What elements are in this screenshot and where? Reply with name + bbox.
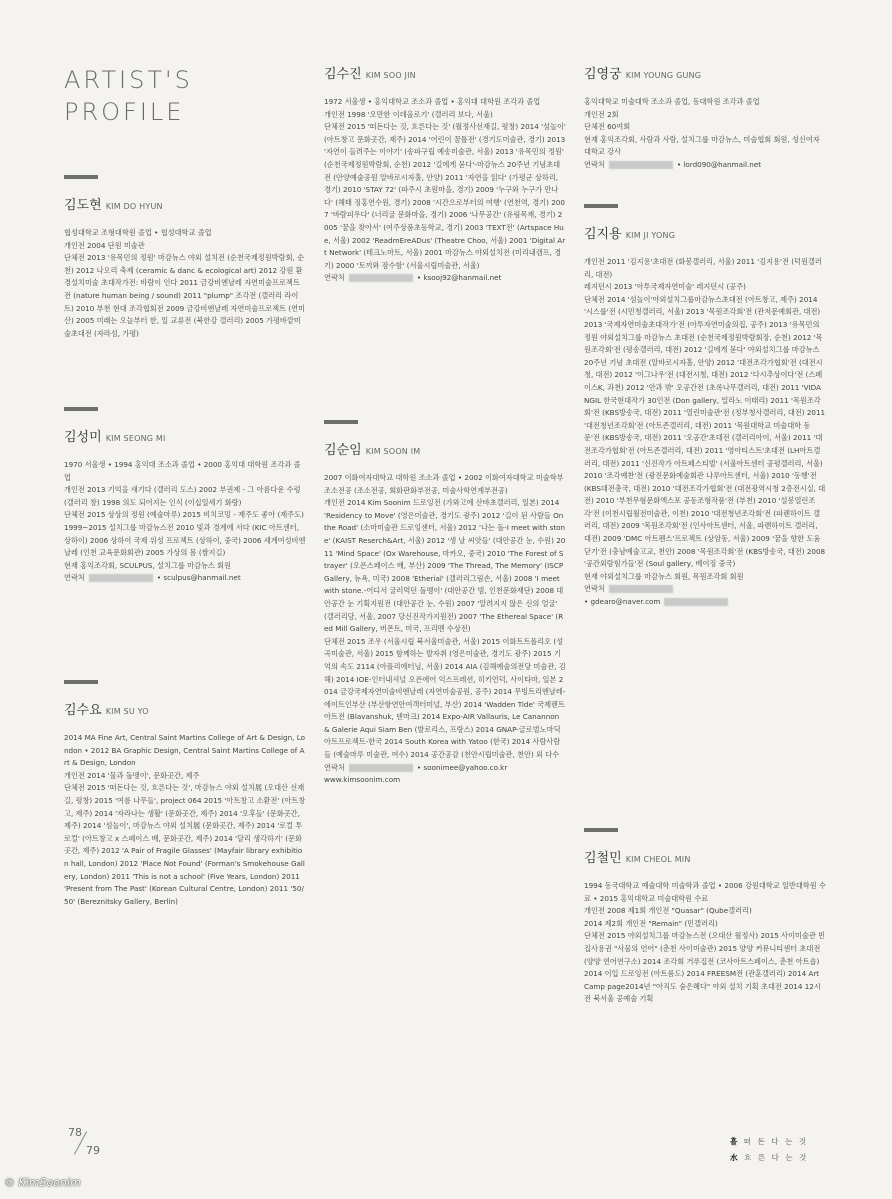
artist-name-korean: 김순임 bbox=[324, 443, 362, 458]
artist-bio: 1972 서울생 • 홍익대학교 조소과 졸업 • 홍익대 대학원 조각과 졸업 개인전 1998 '오만한 이데올로기' (갤러리 보다, 서울) 단체전 2015 '떠돈다는 것, 흐른다는 것' (월정사선재길, 평창) 2014 '섬놀이' (아트창고 문화곳간, 제주) 2014 '어린이 꿈틀전' (경기도미술관, 경기) 2013 '자연이 들려주는 이야기' (송파구립 예송미술관, 서울) 2013 '유목민의 정원' (순천국제정원박람회, 순천) 2012 '길에게 묻다'-마감뉴스 20주년 기념초대전 (안양예술공원 알바로시자홀, 안양) 2011 '자연을 읽다' (가평군 상하리, 경기) 2010 'STAY 72' (파주시 초원마을, 경기) 2009 '누구와 누구가 만나다' (해태 징홍연수원, 경기) 2008 '시간으로부터의 여행' (연천역, 경기) 2007 '바람피우다' (너리굴 문화마을, 경기) 2006 '나무공간' (유림목재, 경기) 2005 '꿈을 찾아서' (여주상품초등학교, 경기) 2003 'TEXT전' (Artspace Hue, 서울) 2002 'ReadmEreADus' (Theatre Choo, 서울) 2001 'Digital Art Network' (테크노마트, 서울) 2001 마감뉴스 야외설치전 (미리내캠프, 경기) 2000 '토끼와 잠수함' (서울시립미술관, 서울) bbox=[324, 97, 566, 270]
artist-name-english: KIM DO HYUN bbox=[105, 202, 163, 211]
artist-contact: 연락처 • soonimee@yahoo.co.kr bbox=[324, 762, 508, 772]
section-rule bbox=[584, 828, 618, 832]
artist-profile-kim-do-hyun bbox=[64, 175, 306, 340]
artist-profile-kim-cheol-min bbox=[584, 828, 826, 1006]
artist-profile-kim-soon-im bbox=[324, 420, 566, 787]
artist-profile-kim-soo-jin bbox=[324, 66, 566, 285]
artist-email[interactable]: soonimee@yahoo.co.kr bbox=[423, 762, 508, 772]
artist-contact: 연락처 • ksooj92@hanmail.net bbox=[324, 273, 502, 283]
artist-bio: 개인전 2011 '김지용'초대전 (화봉갤러리, 서울) 2011 '김지용'전 (덕원갤러리, 대전) 레지던시 2013 '아투국제자연미술' 레지던시 (공주) 단체전 2014 '섬놀이'야외설치그룹마감뉴스초대전 (아트창고, 제주) 2014 '시스룹'전 (시민청갤러리, 서울) 2013 '목원조각회'전 (관저문예회관, 대전) 2013 '국제자연미술초대작가'전 (아투자연미술의집, 공주) 2013 '유목민의 정원 야외설치그룹 마감뉴스 초대전 (순천국제정원박람회장, 순천) 2012 '목원조각회'전 (평송갤러리, 대전) 2012 '길에게 묻다' 야외설치그룹 마감뉴스 20주년 기념 초대전 (알바로시자홀, 안양) 2012 '대전조각가협회'전 (대전시청, 대전) 2012 '이그나우'전 (대전시청, 대전) 2012 '다시추상이다'전 (스페이스K, 과천) 2012 '안과 밖' 오공간전 (초록나무갤러리, 대전) 2011 'VIDANGIL 한국현대작가 30인전 (Don gallery, 밀라노 이태리) 2011 '목원조각회'전 (KBS방송국, 대전) 2011 '열린미술관'전 (정부청사갤러리, 대전) 2011 '대전청년조각회'전 (아트존갤러리, 대전) 2011 '목원대학교 미술대학 동문'전 (KBS방송국, 대전) 2011 '오공간'초대전 (갤러리아이, 서울) 2011 '대전조각가협회'전 (아트존갤러리, 대전) 2011 '영아티스트'초대전 (LH아트갤러리, 대전) 2011 '신진작가 아트페스티벌' (서울아트센터 공평갤러리, 서울) 2010 '조각예찬'전 (광진문화예술회관 나루아트센터, 서울) 2010 '동행'전 (KBS대전총국, 대전) 2010 '대전조각가협회'전 (대전광역시청 2층전시실, 대전) 2010 '부천무형문화엑스포 공동조형작품'전 (부천) 2010 '설봉열린조각'전 (이천시립월전미술관, 이천) 2010 '대전청년조각회'전 (파렌하이트 갤러리, 대전) 2009 '목원조각회'전 (인사아트센터, 서울, 파렌하이트 갤러리, 대전) 2009 'DMC 아트펜스'프로젝트 (상암동, 서울) 2009 '꿈을 향한 도움닫기'전 (충남예술고교, 천안) 2008 '목원조각회'전 (KBS방송국, 대전) 2008 '공간외람힘가들'전 (Soul gallery, 베이징 중국) 현재 야외설치그룹 마감뉴스 회원, 목원조각회 회원 bbox=[584, 257, 826, 581]
artist-name bbox=[324, 66, 566, 84]
artist-bio: 홍익대학교 미술대학 조소과 졸업, 동대학원 조각과 졸업 개인전 2회 단체전 60여회 현재 홍익조각회, 사람과 사람, 설치그룹 마감뉴스, 미술협회 회원, 성신여자대학교 강사 bbox=[584, 97, 820, 157]
artist-email[interactable]: gdearo@naver.com bbox=[590, 597, 661, 607]
page-number-left: 78 bbox=[68, 1126, 82, 1139]
artist-name bbox=[584, 226, 826, 244]
redacted-phone bbox=[609, 585, 673, 593]
page-number-right: 79 bbox=[86, 1144, 100, 1157]
artist-bio: 2014 MA Fine Art, Central Saint Martins College of Art & Design, London • 2012 BA Graphic Design, Central Saint Martins College of Art & Design, London 개인전 2014 '물과 돌멩이', 문화곳간, 제주 단체전 2015 '떠돈다는 것, 흐른다는 것', 마감뉴스 야외 설치展 (오대산 선재길, 평창) 2015 '여름 나무들', project 064 2015 '아트창고 소환전' (아트창고, 제주) 2014 '자라나는 생활' (문화곳간, 제주) 2014 '오후들' (문화곳간, 제주) 2014 '섬놀이', 마감뉴스 야외 설치展 (문화곳간, 제주) 2014 '로컬 투 로컬' (아트창고 x 스페이스 배, 문화곳간, 제주) 2014 '달리 생각하기' (문화곳간, 제주) 2012 'A Pair of Fragile Glasses' (Mayfair library exhibition hall, London) 2012 'Place Not Found' (Forman's Smokehouse Gallery, London) 2011 'This is not a school' (Five Years, London) 2011 'Present from The Past' (Korean Cultural Centre, London) 2011 '50/50' (Bereznitsky Gallery, Berlin) bbox=[64, 733, 306, 906]
artist-name-english: KIM SEONG MI bbox=[105, 434, 166, 443]
section-rule bbox=[64, 175, 98, 179]
artist-name-korean: 김수진 bbox=[324, 67, 362, 82]
section-rule bbox=[64, 407, 98, 411]
tagline-mark: 水 bbox=[730, 1153, 740, 1162]
artist-name bbox=[64, 702, 306, 720]
artist-website[interactable]: www.kimsoonim.com bbox=[324, 775, 401, 785]
artist-bio: 협성대학교 조형대학원 졸업 • 협성대학교 졸업 개인전 2004 단원 미술관 단체전 2013 '유목민의 정원' 마감뉴스 야외 설치전 (순천국제정원박람회, 순천) 2012 나오리 축제 (ceramic & danc & ecological art) 2012 강원 환경설치미술 초대작가전: 바람이 인다 2011 금강비엔날레 자연미술프로젝트전 (nature human being / sound) 2011 "plump" 조각전 (갤러리 라이트) 2010 부천 현대 조각협회전 2009 금강비엔날레 자연미술프로젝트 (연미산) 2005 미래는 오늘부터 한, 일 교류전 (북한강 갤러리) 2005 가평바깥미술초대전 (자라섬, 가평) bbox=[64, 228, 305, 338]
artist-email[interactable]: sculpus@hanmail.net bbox=[163, 573, 241, 583]
tagline-line-1 bbox=[730, 1134, 808, 1150]
artist-name bbox=[584, 66, 826, 84]
artist-name-english: KIM YOUNG GUNG bbox=[625, 71, 702, 80]
artist-email[interactable]: lord090@hanmail.net bbox=[683, 159, 762, 169]
section-rule bbox=[584, 204, 618, 208]
artist-name-korean: 김철민 bbox=[584, 851, 622, 866]
redacted-phone bbox=[349, 764, 413, 772]
exhibition-tagline bbox=[730, 1134, 808, 1166]
artist-bio: 2007 이화여자대학교 대학원 조소과 졸업 • 2002 이화여자대학교 미술학부 조소전공 (조소전공, 회화판화부전공, 미술사학연계부전공) 개인전 2014 Kim Soonim 드로잉전 (가와고에 산바초갤러리, 일본) 2014 'Residency to Move' (영은미술관, 경기도 광주) 2012 '길이 된 사람들 On the Road' (소마미술관 드로잉센터, 서울) 2012 '나는 돌-I meet with stone' (KAIST Reserch&Art, 서울) 2012 '생 날 씨앗들' (대안공간 눈, 수원) 2011 'Mind Space' (Ox Warehouse, 마카오, 중국) 2010 'The Forest of Strayer' (오픈스페이스 배, 부산) 2009 'The Thread, The Memory' (ISCP Gallery, 뉴욕, 미국) 2008 'Etherial' (갤러리그림손, 서울) 2008 'I meet with stone.-어디서 굴러먹던 돌멩이' (대안공간 빔, 인천문화재단) 2008 대안공간 눈 기획지원전 (대안공간 눈, 수원) 2007 '알려지지 않은 신의 얼굴' (갤러리담, 서울, 2007 당신진작가지원전) 2007 'The Ethereal Space' (Red Mill Gallery, 버몬트, 미국, 프리멘 수상전) 단체전 2015 조우 (서울시립 북서울미술관, 서울) 2015 이화트트폴리오 (성곡미술관, 서울) 2015 함께하는 발자취 (영은미술관, 경기도 광주) 2015 기억의 속도 2114 (아플리에터닝, 서울) 2014 AIA (김해예술의전당 미술관, 김해) 2014 IOE-인터내셔널 오픈에어 익스프레션, 히키언덕, 사이타마, 일본 2014 금강국제자연미술비엔날레 (자연미술공원, 공주) 2014 무빙트리엔날레-에이트인부산 (부산항연안여객터미널, 부산) 2014 'Wadden Tide' 국제렌트아트전 (Blavanshuk, 덴마크) 2014 Expo-AIR Vallauris, Le Canannon & Galerie Aqui Siam Ben (발로리스, 프랑스) 2014 GNAP-글로벌노마딕아트프로젝트-한국 2014 South Korea with Yatoo (한국) 2014 사람사람들 (예술마루 미술관, 여수) 2014 공간공감 (천안시립미술관, 천안) 외 다수 bbox=[324, 473, 566, 760]
artist-contact: 연락처 • lord090@hanmail.net bbox=[584, 159, 762, 169]
section-rule bbox=[324, 420, 358, 424]
tagline-line-2 bbox=[730, 1150, 808, 1166]
redacted-phone bbox=[89, 574, 153, 582]
artist-name-english: KIM SU YO bbox=[105, 707, 149, 716]
artist-name-english: KIM CHEOL MIN bbox=[625, 855, 691, 864]
artist-name-english: KIM SOO JIN bbox=[365, 71, 416, 80]
artist-name bbox=[64, 197, 306, 215]
artist-contact: 연락처 bbox=[584, 583, 826, 596]
redacted-phone bbox=[609, 161, 673, 169]
tagline-text: 흐 른 다 는 것 bbox=[744, 1153, 809, 1162]
artist-name-korean: 김성미 bbox=[64, 430, 102, 445]
artist-contact: 연락처 • sculpus@hanmail.net bbox=[64, 573, 241, 583]
artist-name-korean: 김도현 bbox=[64, 198, 102, 213]
artist-profile-kim-seong-mi bbox=[64, 407, 306, 585]
artist-name-korean: 김지용 bbox=[584, 227, 622, 242]
tagline-text: 떠 돈 다 는 것 bbox=[743, 1137, 809, 1146]
artist-name-english: KIM JI YONG bbox=[625, 231, 676, 240]
page-numbers bbox=[68, 1126, 128, 1166]
page-title: ARTIST'S PROFILE bbox=[64, 66, 193, 126]
artist-bio: 1994 동국대학교 예술대학 미술학과 졸업 • 2006 강원대학교 일반대학원 수료 • 2015 홍익대학교 미술대학원 수료 개인전 2008 제1회 개인전 "Quasar" (Qube갤러리) 2014 제2회 개인전 "Remain" (민갤러리) 단체전 2015 야외설치그룹 마감뉴스전 (오대산 월정사) 2015 사이미술관 빈집사용권 "사물의 언어" (춘천 사이미술관) 2015 양양 커뮤니티센터 초대전 (양양 연어연구소) 2014 조각회 거푸집전 (코사아트스페이스, 춘천 아트숍) 2014 이입 드로잉전 (아트룸도) 2014 FREESM전 (관훈갤러리) 2014 Art Camp page2014년 "아직도 숨은혜다" 야외 설치 기획 초대전 2014 12시전 북서울 공예술 기획 bbox=[584, 881, 826, 1004]
artist-name bbox=[324, 442, 566, 460]
artist-name bbox=[584, 850, 826, 868]
artist-bio: 1970 서울생 • 1994 홍익대 조소과 졸업 • 2000 홍익대 대학원 조각과 졸업 개인전 2013 기억을 새기다 (갤러리 도스) 2002 부권제 - 그 아름다운 수렁 (갤러리 창) 1998 의도 되어지는 인식 (이십일세기 화랑) 단체전 2015 상상의 정원 (예술마루) 2015 비치코밍 - 재주도 좋아 (제주도) 1999~2015 설치그룹 마감뉴스전 2010 빛과 경계에 서다 (KIC 아트센터, 상하이) 2006 상하이 국제 위성 프로젝트 (상하이, 중국) 2006 세계여성비엔날레 (인천 교육문화회관) 2005 가상의 몸 (쌈지길) 현재 홍익조각회, SCULPUS, 설치그룹 마감뉴스 회원 bbox=[64, 460, 306, 570]
section-rule bbox=[64, 680, 98, 684]
redacted-phone bbox=[349, 274, 413, 282]
artist-email[interactable]: ksooj92@hanmail.net bbox=[423, 273, 502, 283]
redacted-phone bbox=[664, 598, 728, 606]
artist-contact-email: • gdearo@naver.com bbox=[584, 596, 826, 609]
copyright-watermark: © KimSoonim bbox=[4, 1176, 81, 1189]
artist-name bbox=[64, 429, 306, 447]
artist-profile-kim-young-gung bbox=[584, 66, 826, 172]
artist-name-korean: 김수요 bbox=[64, 703, 102, 718]
artist-name-korean: 김영궁 bbox=[584, 67, 622, 82]
artist-profile-kim-ji-yong bbox=[584, 204, 826, 609]
artist-name-english: KIM SOON IM bbox=[365, 447, 421, 456]
artist-profile-kim-su-yo bbox=[64, 680, 306, 908]
tagline-mark: 흘 bbox=[730, 1137, 740, 1146]
